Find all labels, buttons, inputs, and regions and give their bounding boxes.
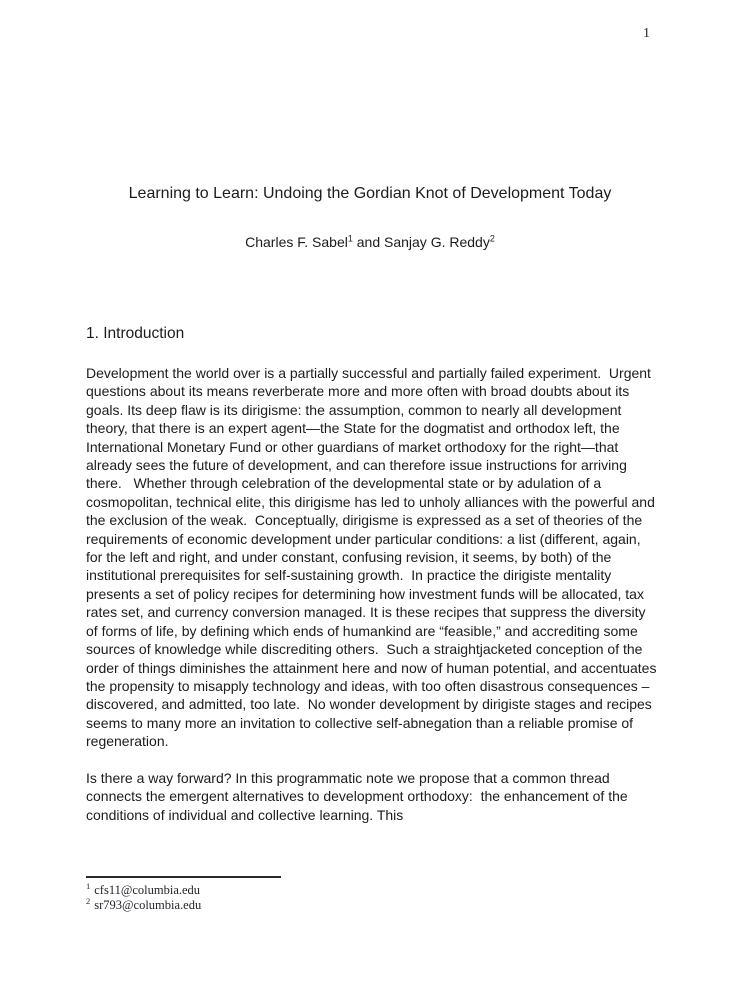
- footnote-1: [86, 880, 486, 898]
- paragraph-2: Is there a way forward? In this programmatic note we propose that a common thread connects the emergent alternatives to development orthodoxy: the enhancement of the conditions of individual and collective learning. This: [86, 769, 632, 823]
- footnote-2-marker: 2: [86, 896, 91, 907]
- footnote-separator-rule: [86, 876, 281, 878]
- page-number: 1: [643, 26, 650, 41]
- author-2-name: Sanjay G. Reddy: [384, 234, 490, 250]
- section-heading: 1. Introduction: [86, 325, 185, 342]
- paper-title: Learning to Learn: Undoing the Gordian Knot of Development Today: [128, 185, 612, 202]
- footnote-2-text: sr793@columbia.edu: [94, 898, 202, 913]
- byline-connector: and: [352, 234, 384, 250]
- author-2-footnote-ref: 2: [489, 233, 495, 244]
- author-1-name: Charles F. Sabel: [245, 234, 348, 250]
- author-1-footnote-ref: 1: [347, 233, 353, 244]
- body-text: [86, 364, 661, 843]
- paragraph-1: Development the world over is a partially successful and partially failed experiment. Urgent questions about its means reverberate more and more often with broad doubts about its goals. Its deep flaw is its dirigisme: the assumption, common to nearly all development theory, that there is an expert agent—the State for the dogmatist and orthodox left, the International Monetary Fund or other guardians of market orthodoxy for the right—that already sees the future of development, and can therefore issue instructions for arriving there. Whether through celebration of the developmental state or by adulation of a cosmopolitan, technical elite, this dirigisme has led to unholy alliances with the powerful and the exclusion of the weak. Conceptually, dirigisme is expressed as a set of theories of the requirements of economic development under particular conditions: a list (different, again, for the left and right, and under constant, confusing revision, it seems, by both) of the institutional prerequisites for self-sustaining growth. In practice the dirigiste mentality presents a set of policy recipes for determining how investment funds will be allocated, tax rates set, and currency conversion managed. It is these recipes that suppress the diversity of forms of life, by defining which ends of humankind are “feasible,” and accrediting some sources of knowledge while discrediting others. Such a straightjacketed conception of the order of things diminishes the attainment here and now of human potential, and accentuates the propensity to misapply technology and ideas, with too often disastrous consequences – discovered, and admitted, too late. No wonder development by dirigiste stages and recipes seems to many more an invitation to collective self-abnegation than a reliable promise of regeneration.: [86, 365, 661, 750]
- footnote-1-text: cfs11@columbia.edu: [94, 883, 201, 897]
- footnote-1-marker: 1: [86, 880, 91, 891]
- footnote-2: [86, 898, 486, 913]
- footnotes-section: [86, 876, 486, 913]
- author-byline: [70, 233, 670, 251]
